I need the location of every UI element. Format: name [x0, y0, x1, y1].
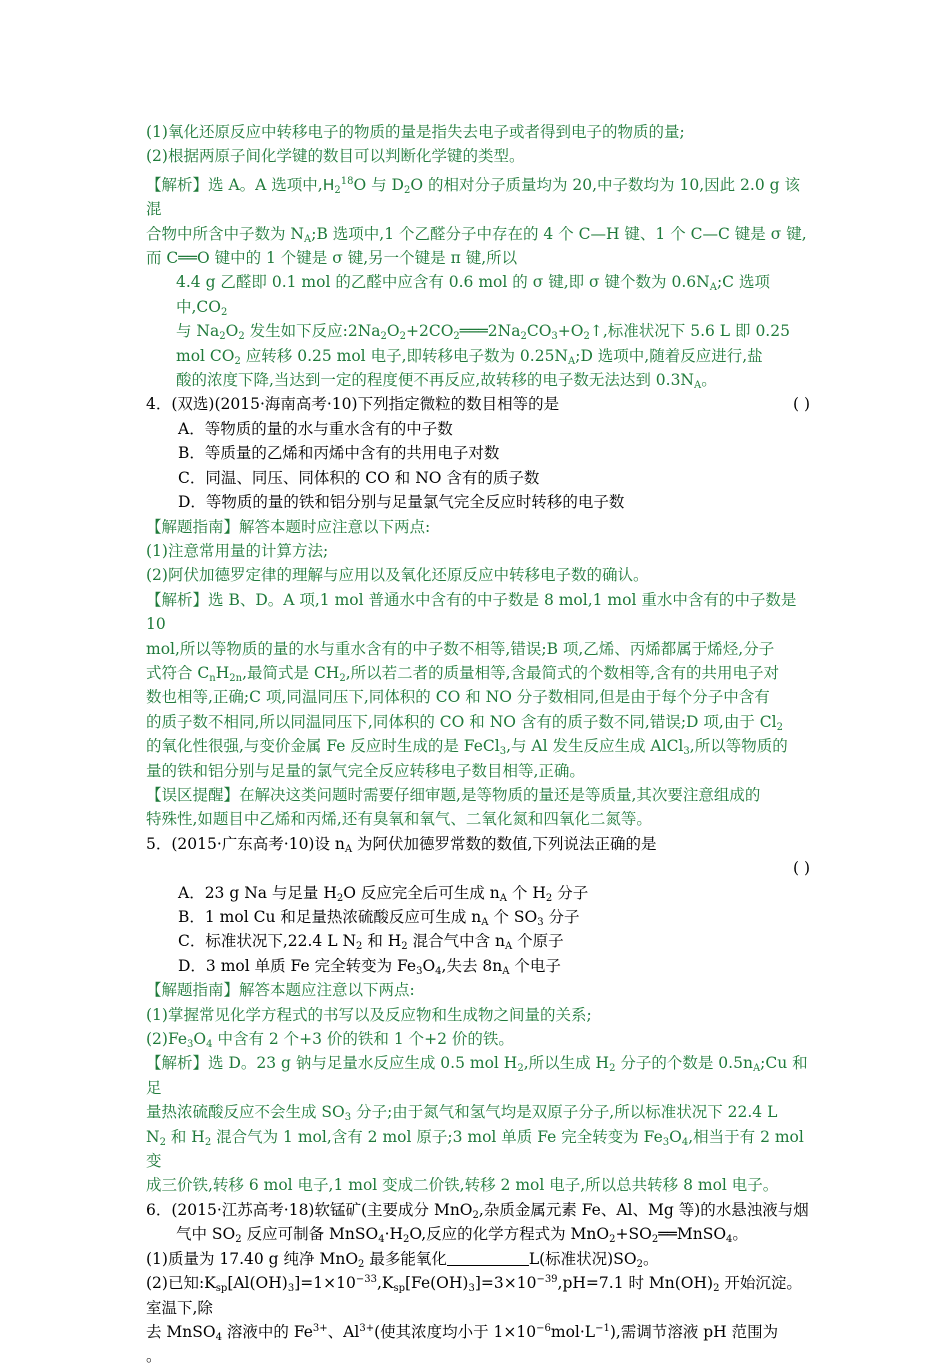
q4-warning: 【误区提醒】在解决这类问题时需要仔细审题,是等物质的量还是等质量,其次要注意组成的 特殊性,如题目中乙烯和丙烯,还有臭氧和氧气、二氧化氮和四氧化二氮等。	[146, 785, 761, 829]
q4-stem: 4．(双选)(2015·海南高考·10)下列指定微粒的数目相等的是 ( )	[146, 392, 810, 416]
q5-option-b: B．1 mol Cu 和足量热浓硫酸反应可生成 $n_A$ 个 $SO_3$ 分子	[178, 908, 580, 928]
q3-analysis-line-3: 而 C══O 键中的 1 个键是 σ 键,另一个键是 π 键,所以	[146, 249, 518, 268]
q3-analysis-line-7: 酸的浓度下降,当达到一定的程度便不再反应,故转移的电子数无法达到 $0.3N_A$。	[176, 371, 717, 392]
answer-blank[interactable]	[447, 1251, 529, 1266]
q5-option-d: D．3 mol 单质 Fe 完全转变为 $Fe_3O_4$,失去 $8n_A$ 个电子	[178, 956, 561, 977]
q3-analysis-line-5: 与 $Na_2O_2$ 发生如下反应$:2Na_2O_2+2CO_2═══2Na_2CO_3+O_2↑$,标准状况下 5.6 L 即 0.25	[176, 322, 790, 343]
q4-option-b: B．等质量的乙烯和丙烯中含有的共用电子对数	[178, 444, 500, 463]
q5-option-a: A．23 g Na 与足量 $H_2O$ 反应完全后可生成 $n_A$ 个 $H_2$ 分子	[178, 883, 589, 904]
guide-tag: 【解题指南】	[146, 981, 240, 1000]
q5-guide: 【解题指南】解答本题应注意以下两点: (1)掌握常见化学方程式的书写以及反应物和生成物之间量的关系; $(2)Fe_3O_4$ 中含有 2 个+3 价的铁和 1 个+2 价的铁。	[146, 981, 592, 1051]
analysis-tag: 【解析】	[146, 1054, 209, 1073]
guide-tag: 【解题指南】	[146, 517, 240, 536]
warning-tag: 【误区提醒】	[146, 785, 240, 804]
q3-analysis-line-2: 合物中所含中子数为 $N_A;B$ 选项中,1 个乙醛分子中存在的 4 个 C—H 键、1 个 C—C 键是 σ 键,	[146, 224, 807, 245]
document-page	[146, 120, 810, 1369]
q5-option-c: C．标准状况下,22.4 L $N_2$ 和 $H_2$ 混合气中含 $n_A$ 个原子	[178, 932, 564, 953]
q5-analysis: 【解析】选 D。23 g 钠与足量水反应生成 0.5 mol $H_2$,所以生成 $H_2$ 分子的个数是 $0.5n_A;Cu$ 和足 量热浓硫酸反应不会生成 $SO_3$ 分子;由于氮气和氢气均是双原子分子,所以标准状况下 22.4 L $N_2$ 和 $H_2$ 混合气为 1 mol,含有 2 mol 原子;3 mol 单质 Fe 完全转变为 $Fe_3O_4$,相当于有 2 mol 变 成三价铁,转移 6 mol 电子,1 mol 变成二价铁,转移 2 mol 电子,所以总共转移 8 mol 电子。	[146, 1054, 808, 1195]
q6-subquestion-2-cont: 去 MnSO$_4$ 溶液中的 $Fe^{3+}$、$Al^{3+}$(使其浓度均小于 $1\times 10^{-6}mol\cdot L^{-1}$),需调节溶液 pH 范围为	[146, 1322, 779, 1343]
q6-stem-line-2: 气中 $SO_2$ 反应可制备 $MnSO_4\cdot H_2O$,反应的化学方程式为 $MnO_2+SO_2══MnSO_4$。	[176, 1225, 748, 1246]
question-6	[146, 1198, 810, 1369]
q6-subquestion-2: (2)已知$:K_{sp}[Al(OH)_3]=1\times 10^{-33},K_{sp}[Fe(OH)_3]=3\times 10^{-39},pH=7.1$ 时 $Mn(OH)_2$ 开始沉淀。室温下,除	[146, 1274, 802, 1317]
q4-analysis: 【解析】选 B、D。A 项,1 mol 普通水中含有的中子数是 8 mol,1 mol 重水中含有的中子数是 10 mol,所以等物质的量的水与重水含有的中子数不相等,错误;B 项,乙烯、丙烯都属于烯烃,分子 式符合 $C_nH_{2n}$,最简式是 $CH_2$,所以若二者的质量相等,含最简式的个数相等,含有的共用电子对 数也相等,正确;C 项,同温同压下,同体积的 CO 和 NO 分子数相同,但是由于每个分子中含有 的质子数不相同,所以同温同压下,同体积的 CO 和 NO 含有的质子数不同,错误;D 项,由于 $Cl_2$ 的氧化性很强,与变价金属 Fe 反应时生成的是 FeCl$_3$,与 Al 发生反应生成 AlCl$_3$,所以等物质的 量的铁和铝分别与足量的氯气完全反应转移电子数目相等,正确。	[146, 590, 797, 780]
question-4	[146, 392, 810, 831]
q4-option-c: C．同温、同压、同体积的 CO 和 NO 含有的质子数	[178, 468, 540, 487]
q3-analysis-line-1: 【解析】选 A。A 选项中$,H_2^{18}O$ 与 $D_2O$ 的相对分子质量均为 20,中子数均为 10,因此 2.0 g 该混	[146, 175, 800, 219]
q4-guide: 【解题指南】解答本题时应注意以下两点: (1)注意常用量的计算方法; (2)阿伏加德罗定律的理解与应用以及氧化还原反应中转移电子数的确认。	[146, 517, 649, 585]
answer-bracket: ( )	[792, 395, 810, 414]
q4-option-a: A．等物质的量的水与重水含有的中子数	[178, 419, 453, 438]
q3-analysis-line-4: 4.4 g 乙醛即 0.1 mol 的乙醛中应含有 0.6 mol 的 σ 键,即 σ 键个数为 $0.6N_A;C$ 选项中$,CO_2$	[176, 273, 770, 318]
q6-subquestion-1: (1)质量为 17.40 g 纯净 MnO$_2$ 最多能氧化 L(标准状况)$SO_2$。	[146, 1249, 659, 1270]
analysis-tag: 【解析】	[146, 175, 209, 194]
q3-guide-line-2: (2)根据两原子间化学键的数目可以判断化学键的类型。	[146, 147, 525, 166]
q3-analysis-line-6: mol $CO_2$ 应转移 0.25 mol 电子,即转移电子数为 $0.25N_A;D$ 选项中,随着反应进行,盐	[176, 346, 763, 367]
q6-subquestion-2-end: 。	[146, 1347, 162, 1366]
q5-stem: 5．(2015·广东高考·10)设 $n_A$ 为阿伏加德罗常数的数值,下列说法正确的是	[146, 834, 657, 855]
q3-analysis	[146, 173, 810, 393]
q6-stem-line-1: 6．(2015·江苏高考·18)软锰矿(主要成分 MnO$_2$,杂质金属元素 Fe、Al、Mg 等)的水悬浊液与烟	[146, 1200, 809, 1221]
q3-guide-line-1: (1)氧化还原反应中转移电子的物质的量是指失去电子或者得到电子的物质的量;	[146, 123, 685, 141]
answer-bracket: ( )	[792, 859, 810, 878]
question-5	[146, 832, 810, 1198]
q4-option-d: D．等物质的量的铁和铝分别与足量氯气完全反应时转移的电子数	[178, 493, 625, 512]
analysis-tag: 【解析】	[146, 590, 209, 609]
